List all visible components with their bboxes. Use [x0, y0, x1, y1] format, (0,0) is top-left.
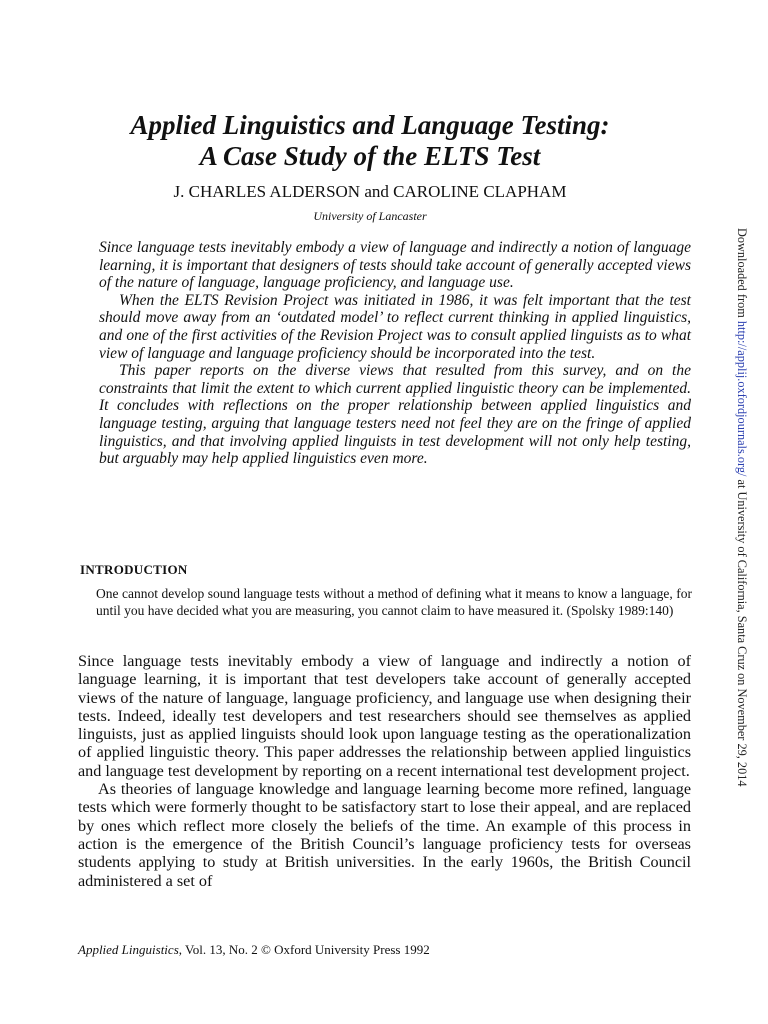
section-heading: INTRODUCTION [80, 562, 188, 577]
download-notice-prefix: Downloaded from [735, 228, 749, 321]
epigraph-quote: One cannot develop sound language tests without a method of defining what it means to know a language, for until you have decided what you are measuring, you cannot claim to have measured it. (Spolsky 1989:140) [96, 586, 692, 619]
download-notice-suffix: at University of California, Santa Cruz on November 29, 2014 [735, 476, 749, 787]
body-paragraph: Since language tests inevitably embody a view of language and indirectly a notion of language learning, it is important that test developers take account of generally accepted views of the nature of language, language proficiency, and language use when designing their tests. Indeed, ideally test developers and test researchers should see themselves as applied linguists, just as applied linguists should look upon language testing as the operationalization of applied linguistic theory. This paper addresses the relationship between applied linguistics and language test development by reporting on a recent international test development project. [78, 652, 691, 780]
abstract-paragraph: This paper reports on the diverse views that resulted from this survey, and on the constraints that limit the extent to which current applied linguistic theory can be implemented. It concludes with reflections on the proper relationship between applied linguistics and language testing, arguing that language testers need not feel they are on the fringe of applied linguistics, and that involving applied linguists in test development will not only help testing, but arguably may help applied linguistics even more. [99, 362, 691, 468]
paper-title-line-1: Applied Linguistics and Language Testing: [130, 110, 610, 140]
abstract-paragraph: Since language tests inevitably embody a view of language and indirectly a notion of language learning, it is important that designers of tests should take account of generally accepted views of the nature of language, language proficiency, and language use. [99, 239, 691, 292]
abstract-paragraph: When the ELTS Revision Project was initiated in 1986, it was felt important that the test should move away from an ‘outdated model’ to reflect current thinking in applied linguistics, and one of the first activities of the Revision Project was to consult applied linguists as to what view of language and language proficiency should be incorporated into the test. [99, 291, 691, 362]
paper-title [80, 110, 660, 172]
footer-citation: , Vol. 13, No. 2 © Oxford University Press 1992 [178, 942, 430, 957]
download-notice [733, 228, 753, 788]
body-text [78, 652, 691, 890]
paper-title-line-2: A Case Study of the ELTS Test [199, 141, 541, 171]
body-paragraph: As theories of language knowledge and language learning become more refined, language tests which were formerly thought to be satisfactory start to lose their appeal, and are replaced by ones which reflect more closely the beliefs of the time. An example of this process in action is the emergence of the British Council’s language proficiency tests for overseas students applying to study at British universities. In the early 1960s, the British Council administered a set of [78, 780, 691, 890]
abstract [99, 239, 691, 468]
download-notice-text [734, 228, 749, 787]
footer-journal-name: Applied Linguistics [78, 942, 179, 957]
paper-affiliation: University of Lancaster [313, 209, 427, 223]
download-source-link[interactable]: http://applij.oxfordjournals.org/ [735, 320, 749, 477]
paper-authors: J. CHARLES ALDERSON and CAROLINE CLAPHAM [173, 182, 567, 201]
page-footer [78, 942, 430, 958]
